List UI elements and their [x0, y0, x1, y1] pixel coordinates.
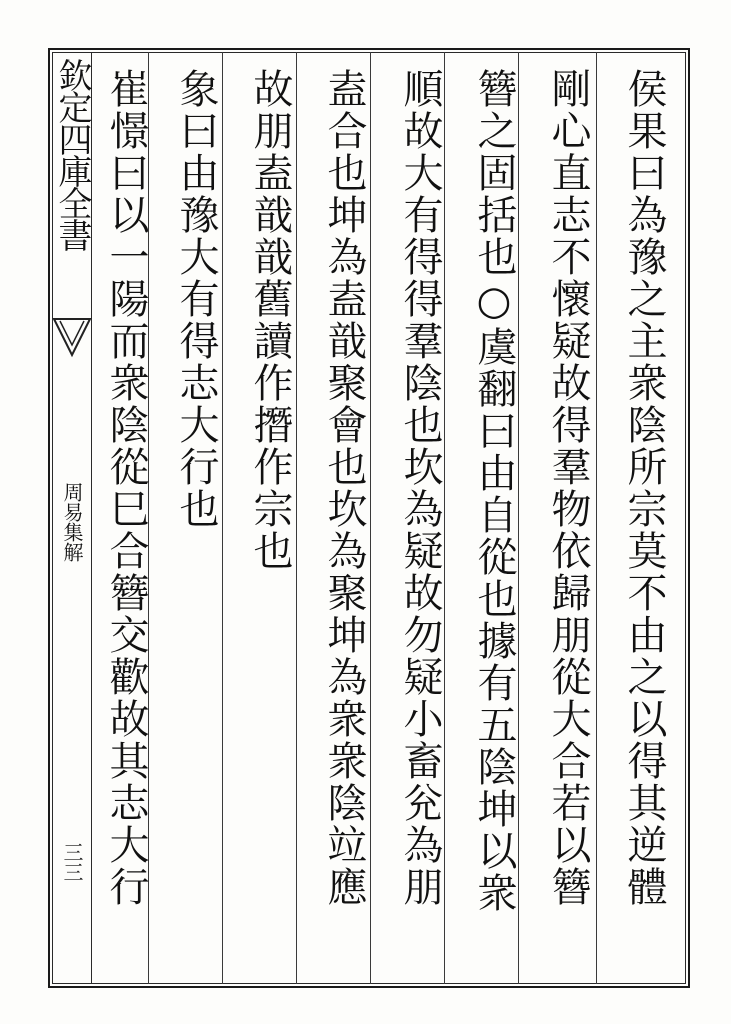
text-column-4: 順故大有得得羣陰也坎為疑故勿疑小畜兊為朋 — [397, 68, 443, 908]
text-column-1: 侯果曰為豫之主衆陰所宗莫不由之以得其逆體 — [621, 68, 667, 908]
fishtail-mark-icon — [52, 315, 92, 361]
text-column-5: 盍合也坤為盍戠聚會也坎為聚坤為衆衆陰竝應 — [321, 68, 367, 908]
text-column-8: 崔憬曰以一陽而衆陰從巳合簪交歡故其志大行 — [103, 68, 149, 908]
text-column-7: 象曰由豫大有得志大行也 — [173, 68, 219, 530]
page-number: 三三 — [60, 842, 84, 882]
page-gutter — [52, 52, 92, 984]
collection-title: 欽定四庫全書 — [52, 58, 92, 250]
book-title: 周易集解 — [60, 482, 84, 562]
text-column-6: 故朋盍戠戠舊讀作撍作宗也 — [247, 68, 293, 572]
text-column-2: 剛心直志不懷疑故得羣物依歸朋從大合若以簪 — [545, 68, 591, 908]
text-column-3: 簪之固括也○虞翻曰由自從也據有五陰坤以衆 — [471, 68, 517, 914]
